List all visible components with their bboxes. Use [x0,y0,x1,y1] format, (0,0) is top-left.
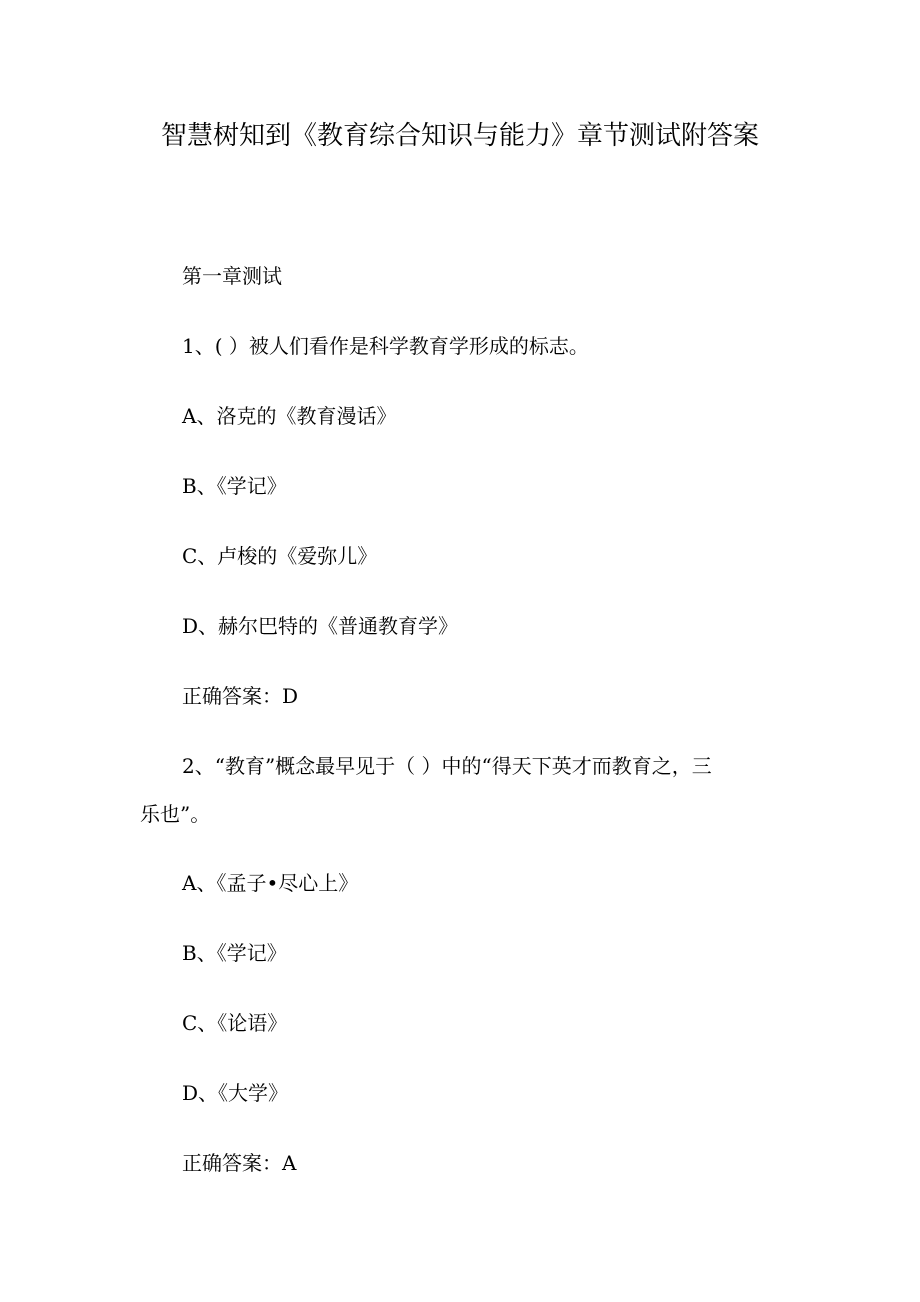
question-2-option-c: C、《论语》 [182,1011,288,1035]
question-1-option-d: D、赫尔巴特的《普通教育学》 [182,614,459,638]
question-2-option-a: A、《孟子•尽心上》 [182,871,359,895]
section-heading: 第一章测试 [182,264,282,288]
question-1-stem: 1、( ）被人们看作是科学教育学形成的标志。 [182,334,589,358]
document-title: 智慧树知到《教育综合知识与能力》章节测试附答案 [160,121,759,151]
question-1-option-a: A、洛克的《教育漫话》 [182,404,397,428]
question-1-option-b: B、《学记》 [182,474,287,498]
question-2-option-d: D、《大学》 [182,1081,289,1105]
question-2-answer: 正确答案：A [182,1151,297,1175]
question-1-option-c: C、卢梭的《爱弥儿》 [182,544,378,568]
question-2-stem-line-2: 乐也”。 [140,802,211,826]
question-1-answer: 正确答案：D [182,684,299,708]
question-2-stem-line-1: 2、“教育”概念最早见于（ ）中的“得天下英才而教育之，三 [182,754,712,778]
question-2-option-b: B、《学记》 [182,941,287,965]
